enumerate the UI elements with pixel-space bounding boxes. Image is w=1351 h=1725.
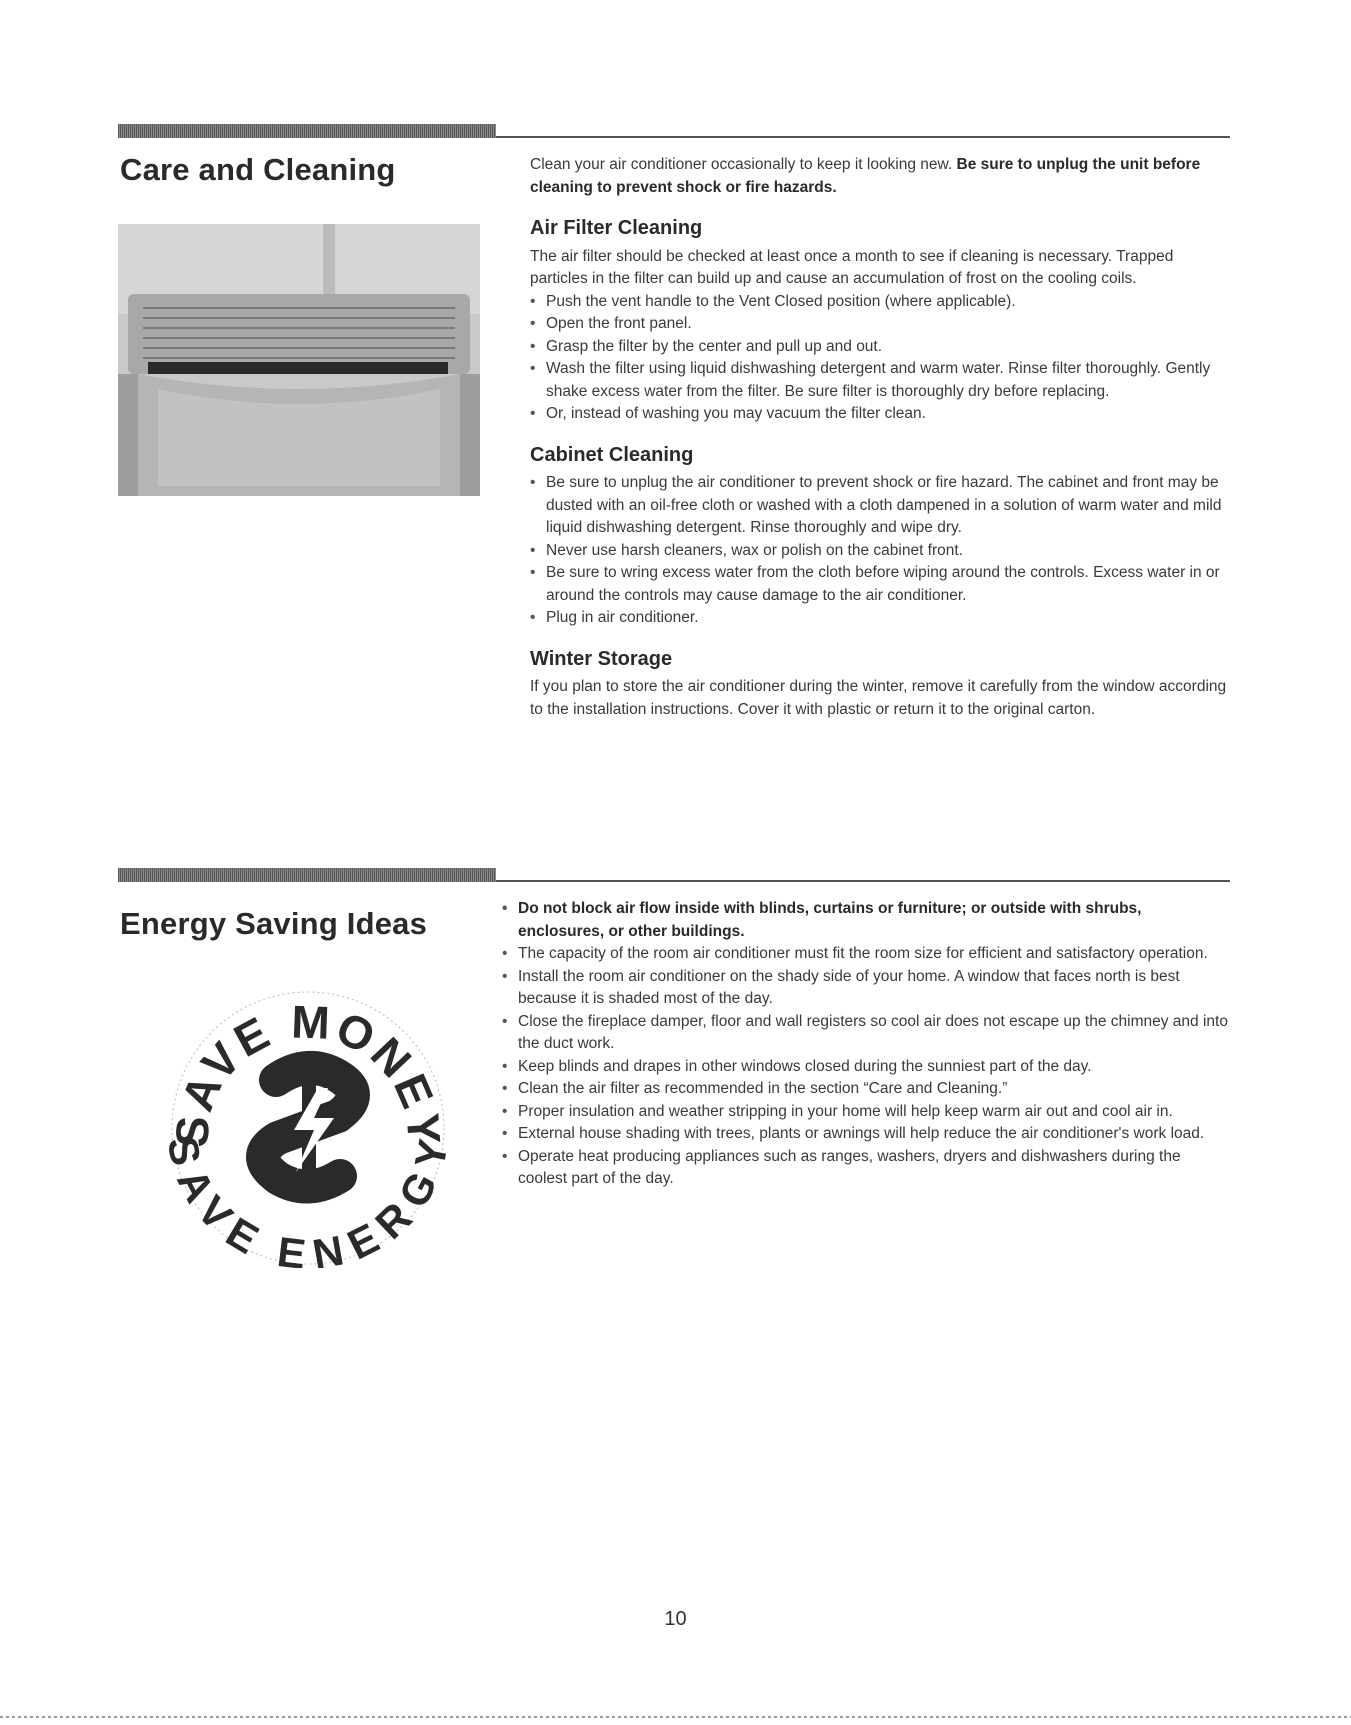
- list-item: • Be sure to unplug the air conditioner to prevent shock or fire hazard. The cabinet and front may be dusted with an oil-free cloth or washed with a cloth dampened in a solution of warm water and mild liquid dishwashing detergent. Rinse thoroughly and wipe dry.: [530, 472, 1230, 540]
- list-item: • Do not block air flow inside with blinds, curtains or furniture; or outside with shrubs, enclosures, or other buildings.: [502, 898, 1230, 943]
- badge-graphic: [168, 988, 448, 1268]
- list-item: • Or, instead of washing you may vacuum the filter clean.: [530, 403, 1230, 426]
- list-item: • Wash the filter using liquid dishwashing detergent and warm water. Rinse filter thoroughly. Gently shake excess water from the filter. Be sure filter is thoroughly dry before replacing.: [530, 358, 1230, 403]
- care-intro: [530, 154, 1230, 199]
- dollar-bolt-icon: [263, 1060, 353, 1198]
- section-rule-bar: [118, 124, 496, 138]
- cabinet-heading: Cabinet Cleaning: [530, 443, 694, 466]
- air-filter-paragraph: The air filter should be checked at least once a month to see if cleaning is necessary. Trapped particles in the filter can build up and cause an accumulation of frost on the cooling coils.: [530, 247, 1174, 287]
- list-item: • The capacity of the room air conditioner must fit the room size for efficient and satisfactory operation.: [502, 943, 1230, 966]
- cabinet-list: [530, 472, 1230, 630]
- badge-bottom-text: AVE ENERG: [168, 1161, 448, 1268]
- list-item: • Clean the air filter as recommended in the section “Care and Cleaning.”: [502, 1078, 1230, 1101]
- winter-heading: Winter Storage: [530, 647, 673, 670]
- winter-paragraph: If you plan to store the air conditioner during the winter, remove it carefully from the window according to the installation instructions. Cover it with plastic or return it to the original carton.: [530, 678, 1227, 718]
- section-rule-bar: [118, 868, 496, 882]
- section-rule-line: [496, 880, 1230, 882]
- list-item: • Open the front panel.: [530, 313, 1230, 336]
- list-item: • Plug in air conditioner.: [530, 607, 1230, 630]
- section-rule-energy: [118, 868, 1230, 882]
- list-item: • Proper insulation and weather stripping in your home will help keep warm air out and cool air in.: [502, 1101, 1230, 1124]
- list-item: • Be sure to wring excess water from the cloth before wiping around the controls. Excess water in or around the controls may cause damage to the air conditioner.: [530, 562, 1230, 607]
- energy-content: [502, 898, 1230, 1191]
- list-item: • Close the fireplace damper, floor and wall registers so cool air does not escape up the chimney and into the duct work.: [502, 1011, 1230, 1056]
- care-content: [530, 154, 1230, 721]
- list-item: • Never use harsh cleaners, wax or polish on the cabinet front.: [530, 540, 1230, 563]
- list-item: • Install the room air conditioner on the shady side of your home. A window that faces north is best because it is shaded most of the day.: [502, 966, 1230, 1011]
- badge-top-text: SAVE MONEY: [168, 995, 448, 1149]
- list-item: • Push the vent handle to the Vent Closed position (where applicable).: [530, 291, 1230, 314]
- list-item: • Grasp the filter by the center and pull up and out.: [530, 336, 1230, 359]
- section-rule-line: [496, 136, 1230, 138]
- air-conditioner-illustration: [118, 224, 480, 496]
- air-conditioner-photo: [118, 224, 480, 496]
- list-item: • Keep blinds and drapes in other windows closed during the sunniest part of the day.: [502, 1056, 1230, 1079]
- list-item: • External house shading with trees, plants or awnings will help reduce the air conditioner's work load.: [502, 1123, 1230, 1146]
- air-filter-heading: Air Filter Cleaning: [530, 217, 703, 239]
- care-intro-text: Clean your air conditioner occasionally to keep it looking new.: [530, 156, 957, 173]
- section-title-energy: Energy Saving Ideas: [120, 906, 428, 941]
- care-intro-warning: Be sure to unplug the unit before cleaning to prevent shock or fire hazards.: [530, 156, 1201, 196]
- air-filter-list: [530, 291, 1230, 426]
- page-number: 10: [664, 1608, 687, 1630]
- bottom-dotted-rule: [0, 1716, 1351, 1718]
- list-item: • Operate heat producing appliances such as ranges, washers, dryers and dishwashers during the coolest part of the day.: [502, 1146, 1230, 1191]
- section-rule-care: [118, 124, 1230, 138]
- section-title-care: Care and Cleaning: [120, 152, 396, 187]
- save-money-save-energy-logo: [168, 988, 448, 1268]
- energy-list: [502, 898, 1230, 1191]
